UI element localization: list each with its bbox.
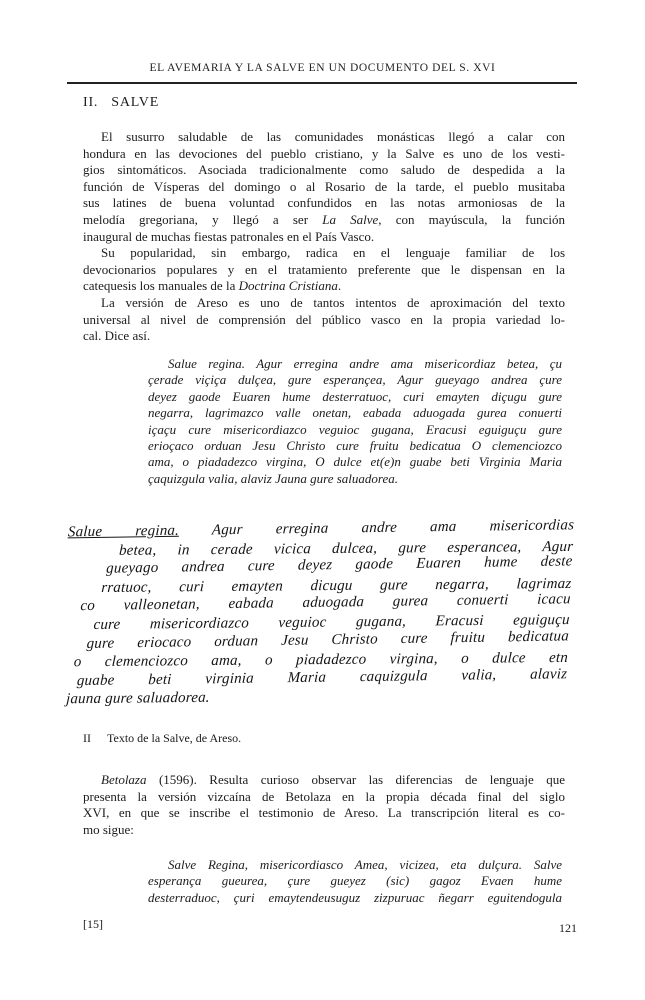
text-line: La versión de Areso es uno de tantos intentos de aproximación del texto [101,295,565,310]
handwritten-line: Salue regina. Agur erregina andre ama misericordias [67,517,575,541]
text-line: desterraduoc, çuri emaytendeusuguz zizpuruac ñegarr eguitendogula [148,889,562,905]
text-line: ama, o piadadezco virgina, O dulce et(e)n guabe beti Virginia Maria [148,454,562,470]
handwritten-line: gueyago andrea cure deyez gaode Euaren hume deste [105,553,573,577]
text-line: esperança gueurea, çure gueyez (sic) gagoz Evaen hume [148,873,562,889]
salve-quote-areso [148,356,562,487]
handwritten-line: cure misericordiazco veguioc gugana, Eracusi eguiguçu [93,611,571,633]
text-line: hondura en las devociones del pueblo cristiano, y la Salve es uno de los vesti- [83,145,565,161]
text-line: XVI, en que se inscribe el testimonio de Areso. La transcripción literal es co- [83,805,565,821]
text-line: negarra, lagrimazco valle onetan, eabada aduogada gurea conuerti [148,405,562,421]
section-title: SALVE [111,95,160,110]
text-line: sus latines de buena voluntad confundidos en las notas armoniosas de la [83,195,565,211]
paragraph-version-areso [83,295,565,345]
text-line: deyez gaode Euaren hume desterratuoc, curi emayten diçugu gure [148,388,562,404]
text-line: Betolaza (1596). Resulta curioso observar las diferencias de lenguaje que [101,772,565,787]
text-line: Su popularidad, sin embargo, radica en el lenguaje familiar de los [101,245,565,260]
figure-number: II [83,731,91,745]
text-line: El susurro saludable de las comunidades monásticas llegó a calar con [101,129,565,144]
text-line: çaquizgula valia, alaviz Jauna gure saluadorea. [148,470,398,486]
paragraph-intro [83,129,565,245]
text-line: Salue regina. Agur erregina andre ama misericordiaz betea, çu [168,356,562,371]
section-number: II. [83,95,99,110]
text-line: cal. Dice así. [83,328,151,344]
paragraph-betolaza [83,772,565,838]
figure-caption [83,731,241,746]
paragraph-popularidad [83,245,565,295]
figure-caption-text: Texto de la Salve, de Areso. [107,731,242,745]
text-line: Salve Regina, misericordiasco Amea, vicizea, eta dulçura. Salve [168,857,562,872]
header-rule [67,82,577,84]
handwritten-line: o clemenciozco ama, o piadadezco virgina, o dulce etn [73,650,569,671]
handwritten-line: gure eriocaco orduan Jesu Christo cure fruitu bedicatua [86,627,570,652]
section-heading [83,95,159,111]
text-line: catequesis los manuales de la Doctrina Cristiana. [83,278,342,294]
handwritten-line: co valleonetan, eabada aduogada gurea conuerti icacu [80,591,572,615]
text-line: gios sintomáticos. Asociada tradicionalmente como saludo de despedida a la [83,162,565,178]
text-line: función de Vísperas del domingo o al Rosario de la tarde, el pueblo musitaba [83,178,565,194]
signature-mark: [15] [83,917,103,931]
handwritten-line: rratuoc, curi emayten dicugu gure negarra, lagrimaz [100,575,572,596]
text-line: erioçaco orduan Jesu Christo cure fruitu bedicatua O clemenciozco [148,438,562,454]
text-line: devocionarios populares y en el tratamiento preferente que le dispensan en la [83,261,565,277]
text-line: presenta la versión vizcaína de Betolaza en la propia década final del siglo [83,788,565,804]
salve-quote-betolaza [148,857,562,906]
handwritten-line: jauna gure saluadorea. [65,690,211,708]
handwritten-line: betea, in cerade vicica dulcea, gure esperancea, Agur [118,538,574,559]
text-line: çerade viçiça dulçea, gure esperançea, Agur gueyago andrea çure [148,372,562,388]
handwritten-line: guabe beti virginia Maria caquizgula valia, alaviz [76,666,568,689]
text-line: inaugural de muchas fiestas patronales en el País Vasco. [83,228,375,244]
text-line: mo sigue: [83,821,134,837]
running-header-title: EL AVEMARIA Y LA SALVE EN UN DOCUMENTO DEL S. XVI [149,62,496,74]
text-line: universal al nivel de comprensión del público vasco en la propia variedad lo- [83,311,565,327]
text-line: içaçu cure misericordiazco veguioc gugana, Eracusi eguiguçu gure [148,421,562,437]
manuscript-facsimile-image [60,517,575,710]
text-line: melodía gregoriana, y llegó a ser La Salve, con mayúscula, la función [83,211,565,227]
page-number: 121 [559,921,577,935]
